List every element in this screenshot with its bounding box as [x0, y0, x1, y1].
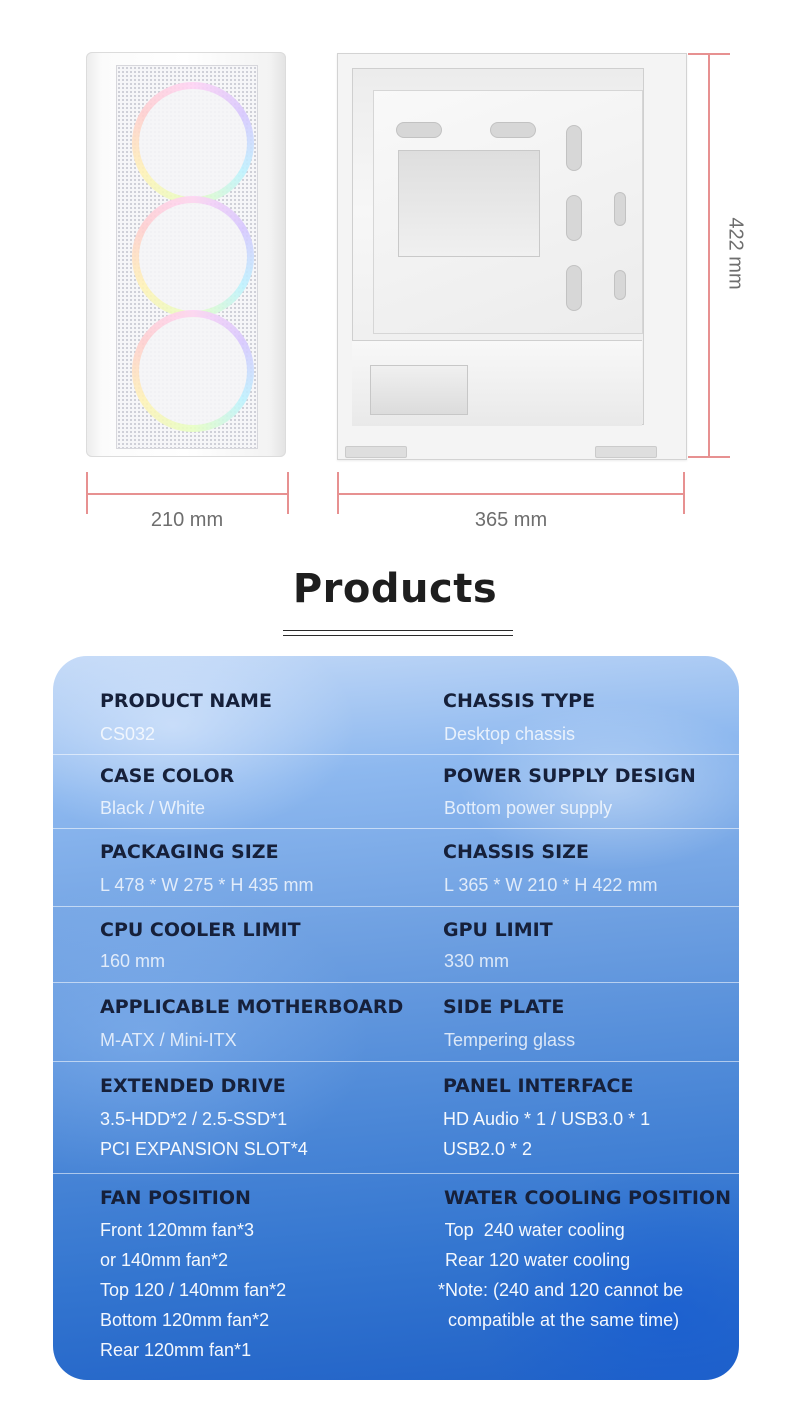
spec-value-extended-drive-2: PCI EXPANSION SLOT*4: [100, 1139, 308, 1159]
spec-value-fan-position-5: Rear 120mm fan*1: [100, 1340, 252, 1360]
spec-value-power-supply-design: Bottom power supply: [444, 798, 613, 818]
spec-value-chassis-size: L 365 * W 210 * H 422 mm: [444, 875, 658, 895]
spec-value-water-cooling-1: Top 240 water cooling: [440, 1220, 625, 1240]
spec-value-case-color: Black / White: [100, 798, 206, 818]
heading-underline: [283, 635, 513, 636]
section-heading: Products: [292, 566, 498, 612]
spec-value-applicable-motherboard: M-ATX / Mini-ITX: [100, 1030, 237, 1050]
spec-value-water-cooling-note-1: *Note: (240 and 120 cannot be: [438, 1280, 684, 1300]
depth-dimension-line: [337, 493, 685, 495]
cable-slot: [614, 192, 626, 226]
spec-title-packaging-size: PACKAGING SIZE: [100, 841, 279, 863]
cpu-cutout: [398, 150, 540, 257]
spec-value-water-cooling-2: Rear 120 water cooling: [440, 1250, 631, 1270]
spec-title-fan-position: FAN POSITION: [100, 1187, 251, 1209]
row-divider: [53, 754, 739, 755]
spec-title-product-name: PRODUCT NAME: [100, 690, 272, 712]
spec-title-chassis-type: CHASSIS TYPE: [443, 690, 596, 712]
front-fan-2: [132, 196, 254, 318]
spec-value-fan-position-3: Top 120 / 140mm fan*2: [100, 1280, 287, 1300]
spec-title-case-color: CASE COLOR: [100, 765, 235, 787]
height-label: 422 mm: [724, 217, 747, 290]
cable-slot: [614, 270, 626, 300]
dimension-tick: [337, 472, 339, 514]
spec-value-fan-position-1: Front 120mm fan*3: [100, 1220, 255, 1240]
spec-value-water-cooling-note-2: compatible at the same time): [438, 1310, 680, 1330]
cable-slot: [490, 122, 536, 138]
spec-value-product-name: CS032: [100, 724, 156, 744]
cable-slot: [566, 265, 582, 311]
spec-value-extended-drive-1: 3.5-HDD*2 / 2.5-SSD*1: [100, 1109, 288, 1129]
width-dimension-line: [86, 493, 288, 495]
dimension-tick: [287, 472, 289, 514]
dimension-tick: [688, 53, 730, 55]
dimension-tick: [86, 472, 88, 514]
spec-value-panel-interface-1: HD Audio * 1 / USB3.0 * 1: [443, 1109, 651, 1129]
spec-title-extended-drive: EXTENDED DRIVE: [100, 1075, 286, 1097]
case-foot: [595, 446, 657, 458]
spec-title-cpu-cooler-limit: CPU COOLER LIMIT: [100, 919, 301, 941]
spec-title-applicable-motherboard: APPLICABLE MOTHERBOARD: [100, 996, 404, 1018]
case-foot: [345, 446, 407, 458]
spec-title-water-cooling-position: WATER COOLING POSITION: [444, 1187, 731, 1209]
spec-value-fan-position-4: Bottom 120mm fan*2: [100, 1310, 270, 1330]
spec-card: [53, 656, 739, 1380]
psu-window: [370, 365, 468, 415]
cable-slot: [566, 195, 582, 241]
front-fan-3: [132, 310, 254, 432]
row-divider: [53, 982, 739, 983]
depth-label: 365 mm: [474, 509, 548, 531]
cable-slot: [396, 122, 442, 138]
spec-value-cpu-cooler-limit: 160 mm: [100, 951, 166, 971]
height-dimension-line: [708, 53, 710, 458]
spec-value-chassis-type: Desktop chassis: [444, 724, 576, 744]
front-fan-1: [132, 82, 254, 204]
width-label: 210 mm: [150, 509, 224, 531]
cable-slot: [566, 125, 582, 171]
spec-value-fan-position-2: or 140mm fan*2: [100, 1250, 229, 1270]
spec-value-side-plate: Tempering glass: [444, 1030, 576, 1050]
spec-title-gpu-limit: GPU LIMIT: [443, 919, 553, 941]
heading-underline: [283, 630, 513, 631]
spec-value-packaging-size: L 478 * W 275 * H 435 mm: [100, 875, 314, 895]
spec-title-chassis-size: CHASSIS SIZE: [443, 841, 589, 863]
row-divider: [53, 828, 739, 829]
row-divider: [53, 906, 739, 907]
row-divider: [53, 1173, 739, 1174]
spec-value-panel-interface-2: USB2.0 * 2: [443, 1139, 533, 1159]
row-divider: [53, 1061, 739, 1062]
spec-title-power-supply-design: POWER SUPPLY DESIGN: [443, 765, 696, 787]
spec-title-panel-interface: PANEL INTERFACE: [443, 1075, 634, 1097]
dimension-tick: [688, 456, 730, 458]
dimension-tick: [683, 472, 685, 514]
spec-value-gpu-limit: 330 mm: [444, 951, 510, 971]
spec-title-side-plate: SIDE PLATE: [443, 996, 565, 1018]
